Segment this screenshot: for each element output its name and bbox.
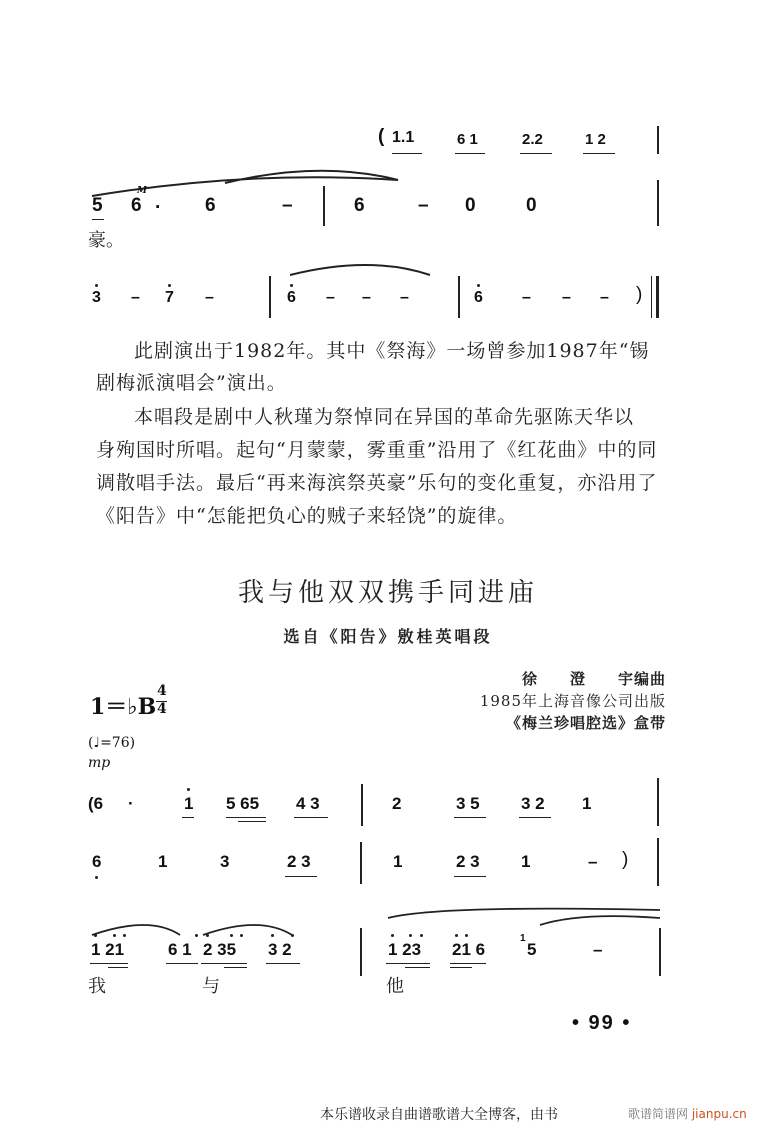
time-sig-bottom: 4 bbox=[157, 701, 167, 717]
watermark-cn: 歌谱简谱网 bbox=[628, 1107, 689, 1121]
note-group: 6 1 bbox=[168, 940, 192, 959]
paren-close: ) bbox=[622, 849, 629, 870]
paren-close: ) bbox=[636, 284, 643, 305]
rest: 0 bbox=[465, 195, 476, 216]
note: 1 bbox=[582, 794, 592, 813]
tempo-marking: (♩=76) bbox=[88, 735, 136, 751]
key-label: 1＝♭B bbox=[90, 694, 157, 720]
note-group: 2 3 bbox=[456, 852, 480, 871]
song-title: 我与他双双携手同进庙 bbox=[237, 578, 538, 608]
watermark bbox=[628, 1105, 747, 1122]
dynamic-marking: mp bbox=[88, 755, 111, 771]
note-group: 2.2 bbox=[522, 131, 543, 148]
dot-augment: · bbox=[155, 197, 162, 218]
dash: – bbox=[400, 289, 409, 306]
dash: – bbox=[282, 195, 293, 216]
lyric: 我 bbox=[88, 976, 106, 997]
paragraph-line: 《阳告》中“怎能把负心的贼子来轻饶”的旋律。 bbox=[96, 505, 518, 527]
note-paren-open: ( bbox=[378, 126, 385, 147]
dash: – bbox=[362, 289, 371, 306]
note: 5 bbox=[527, 940, 537, 959]
note: (6 bbox=[88, 794, 104, 813]
note: 6 bbox=[354, 195, 365, 216]
note-group: 3 5 bbox=[456, 794, 480, 813]
note-group: 21 6 bbox=[452, 940, 486, 959]
page-number: • 99 • bbox=[572, 1012, 632, 1034]
paragraph-line: 剧梅派演唱会”演出。 bbox=[96, 372, 287, 394]
ornament-mordent: M bbox=[137, 186, 147, 196]
dash: – bbox=[418, 195, 429, 216]
credit-publisher: 1985年上海音像公司出版 bbox=[479, 692, 666, 710]
credit-composer: 徐 澄 宇编曲 bbox=[521, 670, 666, 688]
note-group: 1 2 bbox=[585, 131, 606, 148]
dash: – bbox=[131, 289, 140, 306]
note-group: 1 23 bbox=[388, 940, 422, 959]
dash: – bbox=[205, 289, 214, 306]
dot-augment: · bbox=[128, 794, 134, 813]
watermark-en: jianpu.cn bbox=[691, 1107, 747, 1121]
dash: – bbox=[593, 940, 603, 959]
dash: – bbox=[588, 852, 598, 871]
footer-attribution: 本乐谱收录自曲谱歌谱大全博客，由书 bbox=[320, 1107, 558, 1123]
paragraph-line: 本唱段是剧中人秋瑾为祭悼同在异国的革命先驱陈天华以 bbox=[134, 406, 635, 428]
note: 6 bbox=[474, 289, 483, 306]
dash: – bbox=[522, 289, 531, 306]
note: 1 bbox=[521, 852, 531, 871]
note-group: 5 65 bbox=[226, 794, 260, 813]
paragraph-line: 此剧演出于1982年。其中《祭海》一场曾参加1987年“锡 bbox=[134, 340, 650, 362]
note: 5 bbox=[92, 195, 103, 216]
lyric: 他 bbox=[386, 976, 404, 997]
note: 1 bbox=[158, 852, 168, 871]
note: 1 bbox=[184, 794, 194, 813]
note: 6 bbox=[287, 289, 296, 306]
note: 6 bbox=[92, 852, 102, 871]
note-group: 6 1 bbox=[457, 131, 478, 148]
time-sig-top: 4 bbox=[157, 683, 167, 699]
note: 7 bbox=[165, 289, 174, 306]
note: 3 bbox=[220, 852, 230, 871]
lyric: 豪。 bbox=[88, 230, 124, 251]
note: 3 bbox=[92, 289, 101, 306]
paragraph-line: 身殉国时所唱。起句“月蒙蒙，雾重重”沿用了《红花曲》中的同 bbox=[96, 439, 658, 461]
dash: – bbox=[326, 289, 335, 306]
paragraph-line: 调散唱手法。最后“再来海滨祭英豪”乐句的变化重复，亦沿用了 bbox=[96, 472, 658, 494]
note: 1 bbox=[393, 852, 403, 871]
note-group: 3 2 bbox=[268, 940, 292, 959]
rest: 0 bbox=[526, 195, 537, 216]
lyric: 与 bbox=[202, 976, 220, 997]
song-subtitle: 选自《阳告》敫桂英唱段 bbox=[283, 627, 493, 646]
note-group: 1.1 bbox=[392, 129, 415, 146]
dash: – bbox=[600, 289, 609, 306]
note-group: 2 35 bbox=[203, 940, 237, 959]
note-group: 2 3 bbox=[287, 852, 311, 871]
note-group: 1 21 bbox=[91, 940, 125, 959]
note-group: 4 3 bbox=[296, 794, 320, 813]
note: 6 bbox=[131, 195, 142, 216]
dash: – bbox=[562, 289, 571, 306]
credit-source: 《梅兰珍唱腔选》盒带 bbox=[505, 714, 666, 732]
note: 2 bbox=[392, 794, 402, 813]
note-group: 3 2 bbox=[521, 794, 545, 813]
grace-note: 1 bbox=[520, 933, 526, 944]
note: 6 bbox=[205, 195, 216, 216]
